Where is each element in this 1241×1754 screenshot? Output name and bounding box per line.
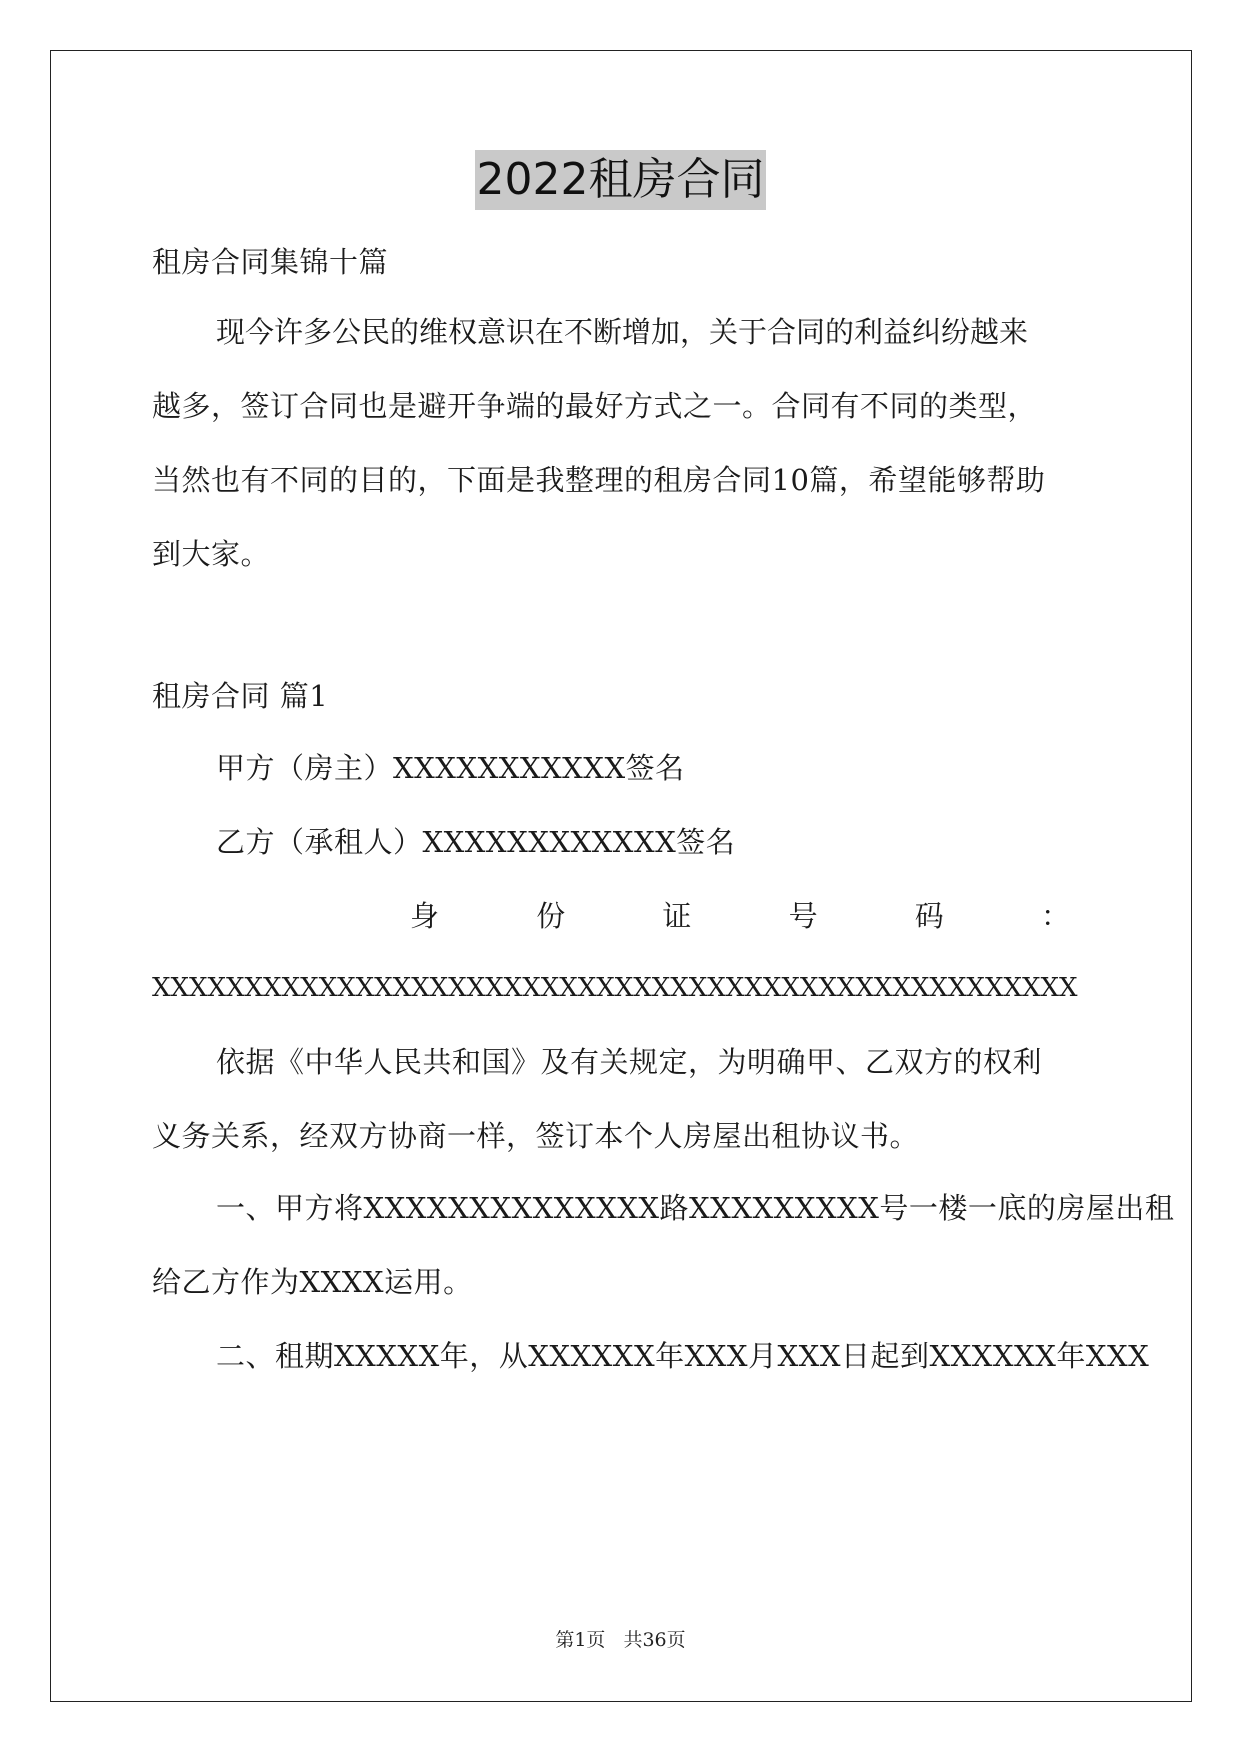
basis-line-2: 义务关系，经双方协商一样，签订本个人房屋出租协议书。 xyxy=(152,1119,920,1153)
clause-1-line-2: 给乙方作为XXXX运用。 xyxy=(152,1265,473,1299)
clause-2-line-1: 二、租期XXXXX年，从XXXXXX年XXX月XXX日起到XXXXXX年XXX xyxy=(216,1339,1150,1373)
page-border xyxy=(50,50,1192,1702)
id-label-char: 号 xyxy=(788,899,818,933)
clause-1-line-1: 一、甲方将XXXXXXXXXXXXXX路XXXXXXXXX号一楼一底的房屋出租 xyxy=(216,1191,1175,1225)
id-label-char: ： xyxy=(1040,899,1070,933)
basis-line-1: 依据《中华人民共和国》及有关规定，为明确甲、乙双方的权利 xyxy=(216,1045,1043,1079)
intro-text-1: 现今许多公民的维权意识在不断增加，关于合同的利益纠纷越来 xyxy=(216,315,1029,349)
id-number-value: XXXXXXXXXXXXXXXXXXXXXXXXXXXXXXXXXXXXXXXXXXXXXXXXXX xyxy=(152,973,1078,1003)
page-footer xyxy=(0,1628,1241,1652)
page-total: 共36页 xyxy=(623,1629,686,1651)
intro-line-4: 到大家。 xyxy=(152,537,271,571)
intro-line-2: 越多，签订合同也是避开争端的最好方式之一。合同有不同的类型， xyxy=(152,389,1038,423)
title-container xyxy=(0,150,1241,210)
id-label-char: 身 xyxy=(410,899,440,933)
id-label-char: 证 xyxy=(662,899,692,933)
party-a-line: 甲方（房主）XXXXXXXXXXX签名 xyxy=(216,751,685,785)
id-number-label xyxy=(410,896,1070,936)
section-heading: 租房合同 篇1 xyxy=(152,679,329,713)
page-number: 第1页 xyxy=(555,1629,606,1651)
party-b-line: 乙方（承租人）XXXXXXXXXXXX签名 xyxy=(216,825,736,859)
document-title: 2022租房合同 xyxy=(475,150,767,210)
id-label-char: 份 xyxy=(536,899,566,933)
intro-line-3: 当然也有不同的目的，下面是我整理的租房合同10篇，希望能够帮助 xyxy=(152,463,1046,497)
id-label-char: 码 xyxy=(914,899,944,933)
subtitle: 租房合同集锦十篇 xyxy=(152,245,389,279)
intro-line-1 xyxy=(216,312,1091,352)
